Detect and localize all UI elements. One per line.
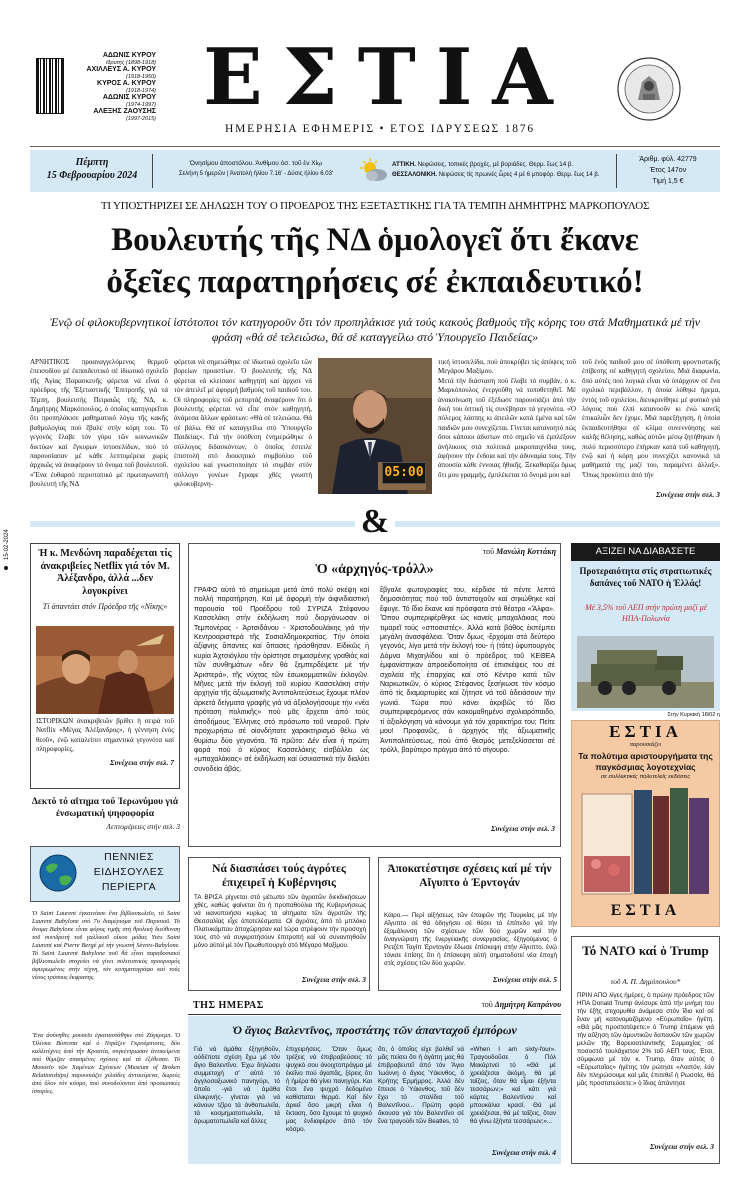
- lead-continued: Συνέχεια στήν σελ. 3: [655, 490, 720, 499]
- netflix-image: [36, 626, 174, 714]
- worth-header: ΑΞΙΖΕΙ ΝΑ ΔΙΑΒΑΣΕΤΕ: [571, 543, 720, 561]
- barcode: [36, 58, 64, 114]
- bottom-byline: τοῦ Δημήτρη Καπράνου: [481, 1000, 561, 1009]
- military-vehicle: [577, 636, 714, 708]
- promo-sub: παρουσιάζει: [629, 741, 662, 748]
- nato-title: Τό ΝΑΤΟ καί ὁ Trump: [582, 943, 709, 958]
- bottom-col-1: Γιά νά ἀμάθα ἐξηγηθοῦν, οὐδέποτε σχέση ἔχω μέ τόν ἅγιο Βαλεντῖνο. Ἐχω δηλώσει συμμετοχή σ' αὐτό τό ἀγγλοσαξωνικό πανηγύρι, τό ὁποῖο -γιά νά ἀμάθα εἰλικρινής- γίνεται γιά νά κάνουν τζίρο τά ἀνθοπωλεῖα, τά κοσμηματοπωλεῖα, τά ἀρωματοπωλεῖα καί ἄλλες: [194, 1046, 280, 1125]
- founder-2: ΑΧΙΛΛΕΥΣ Α. ΚΥΡΟΥ (1918-1950): [86, 66, 156, 80]
- erdogan-title: Ἀποκατέστησε σχέσεις καί μέ τήν Αἴγυπτο ὁ Ἐρντογάν: [387, 863, 552, 889]
- lux-body-2: Ἕνα ἀσύνηθες μουσεῖο ἐγκαταστάθηκε στό Ζάγκρεμπ. Ὁ Ὀλίνκα Βίστιτσα καί ὁ Ντράζεν Γκρούμπισιτς, δύο καλλιτέχνες ἀπό τήν Κροατία, συγκέντρωσαν ἀντικείμενα πού θύμιζαν σπασμένες σχέσεις καί τά ἐξέθεσαν. Τό Μουσεῖο τῶν Χαμένων Σχέσεων (Museum of Broken Relationships) παρουσιάζει χιλιάδες ἀντικείμενα, δωρεές ἀπό ὅλον τόν κόσμο, πού συνοδεύονται ἀπό προσωπικές ἱστορίες.: [32, 1032, 180, 1095]
- sidebar-dot: [4, 566, 8, 570]
- nato-continued: Συνέχεια στήν σελ. 3: [649, 1142, 714, 1151]
- netflix-title: Ἡ κ. Μενδώνη παραδέχεται τίς ἀνακριβείες Netflix γιά τόν Μ. Ἀλέξανδρο, ἀλλά ...δεν λογοκρίνει: [38, 548, 172, 597]
- lead-photo: [318, 358, 432, 494]
- farmers-body: ΤΑ ΒΡΙΣΑ ρίχνεται στό μέτωπο τῶν ἀγροτῶν διεκδικήσεων χθές, καθώς φαίνεται ὅτι ἡ προπαθούλια τῆς Κυβερνήσεως νά ικανοποιήσει κυρίως τά αἰτήματα τῶν ἀγροτῶν τῆς Θεσσαλίας εἶχε ἀποτελέσματα. Οἱ ἀγρότες ἀπό τό μπλόκο Πλατυκάμπου ἀποχώρησαν καί τώρα στρέφουν τήν προσοχή τους στό νά συγκροτήσουν ἐπιτροπή καί νά συναντηθοῦν μόνο αὐτοί μέ τόν Πρωθυπουργό στό Μέγαρο Μαξίμου.: [194, 894, 366, 949]
- iero-more: Λεπτομέρειες στήν σελ. 3: [106, 822, 180, 831]
- alexander-mosaic: [36, 626, 174, 714]
- nato-body: ΠΡΙΝ ΑΠΟ λίγες ἡμέρες, ὁ πρώην πρόεδρος τῶν ΗΠΑ Donald Trump ἀνέσυρε ἀπό τήν μνήμη του τήν ἐξῆς στιχομυθία ἀνάμεσα στόν ἴδιο καί σέ ἕναν μή κατονομαζόμενο «Εὐρωπαῖο» ἡγέτη. «Θά μᾶς προστατέψετε;» ὁ Trump ἐπέμενε γιά τήν αὔξηση τῶν ἀμυντικῶν δαπανῶν τῶν χωρῶν μελῶν τῆς Βορειοατλαντικῆς Συμμαχίας σέ ποσοστό τουλάχιστον 2% τοῦ ΑΕΠ τους. Ἐτσι, σύμφωνα μέ τόν κ. Trump, ὅταν αὐτός ὁ «Εὐρωπαῖος» ἡγέτης τόν ρώτησε «Λοιπόν, ἐάν δέν πληρώσουμε καί μᾶς ἐπιτεθεῖ ἡ Ρωσσία, θά μᾶς προστατεύσετε;» ὁ ἴδιος ἀπάντησε: [577, 992, 714, 1087]
- farmers-continued: Συνέχεια στήν σελ. 3: [301, 975, 366, 984]
- editorial-byline: τοῦ Μανώλη Κοττάκη: [482, 547, 556, 556]
- editorial-col-2: ἔβγαλε φωτογραφίες του, κέρδισε τά πέντε λεπτά δημοσιότητας πού τοῦ ἀντιστοιχοῦν καί σηκώθηκε καί ἔφυγε. Τό ἴδιο ἔκανε καί πρόσφατα στό θέατρο «Ἄλφα». Ὅπου συμπεριφέρθηκε ὡς κανείς μπαχαλάκιας πού τιμαρεῖ τούς «σποσιστές». Ἀλλά κατά βάθος ἐκπέμπει μεγάλη ἀνασφάλεια. Ὅταν δμως -ἔρχομαι στό δεύτερο γεγονός, λίγο μετά τήν ἐκλογή του- ἡ (τότε) ὑφυπουργός Δόμνα Μιχαηλίδου καί ὁ πρόεδρος τοῦ ΚΕΘΕΑ ἐμφανίστηκαν ἀπροειδοποίητα σέ ἐπισκέψεις του σέ σχολεία τῆς ἐπαρχίας καί στό Κέντρο κατά τῶν Ναρκωτικῶν, ὁ κύριος Στέφανος ξεσήκωσε τόν κόσμο ἀπό τίς διαμαρτυρίες καί ζήτησε νά τοῦ ἀδειάσουν τήν γωνιά. Τώρα πού κάνει ἀκριβῶς τό ἴδιο συμπεριφερόμενος σάν κακομαθημένο σχολιαρόπαιδο, τί ἀξιολόγηση νά κάνουμε γιά τόν χαρακτήρα του; Πείτε μου! Προφανῶς, ὁ ἀρχηγός τῆς ἀξιωματικῆς Ἀντιπολιτεύσεως, πού ἀπό θεσμός μετεξελίσσεται σέ τρόλλ, βαρύτερο πράγμα ἀπό τό σίγουρο.: [380, 587, 555, 754]
- lux-title: ΠΕΝΝΙΕΣ ΕΙΔΗΣΟΥΛΕΣ ΠΕΡΙΕΡΓΑ: [93, 851, 165, 893]
- founder-1: ΑΔΩΝΙΣ ΚΥΡΟΥ Ιδρυτής (1898-1918): [102, 52, 156, 66]
- lead-col-4: τοῦ ἐνός παιδιοῦ μου σέ ὑπόθεση φροντιστικῆς ἐπίβεσης σέ καθηγητή σχολείου. Μιά διαφωνία, ὅπό αὐτές πού λογικά εἶναι νά ὑπάρχουν σέ ἕνα σχολικό περιβάλλον, ἡ ὁποία λύθηκε ἠρεμα, ἐντός τοῦ σχολείου, διευκρινίθηκε μέ φυσικό γιά λόγους πού ἐλπί κατανοοῦν κι ἐνώ κανεῖς ἐπικαλιὦν δεν ἐχομε. Μιά παρεξήγηση, ἡ ὁποία ἐκπαιδευτήθηκε σέ κλίμα συνεννόησης καί καλῆς θέλησης, καθώς αὐτῶν μέσῳ ζητήθηκαν ἡ πολύ περισσότερο ἐπήρκαν κατά τοῦ καθηγητή, ἐνῷ καί ἡ κόρη μου συνεχίζει κανονικά τά μαθήματά της μαζί του, παραμένει ἀλλαξ». Ὅπως προκύπτει ἀπό τήν: [582, 358, 720, 479]
- editorial-title: Ὁ «ἀρχηγός-τρόλλ»: [315, 562, 434, 577]
- bottom-rule: [188, 1014, 561, 1015]
- bottom-col-3: ὅτι, ὁ ὁποῖος εἶχε βαλθεῖ νά μᾶς πείσει ὅτι ἡ ἀγάπη μας θά ἐπιβραβευτεῖ ἀπό τόν Ἅγιο Ἰωάννη ὁ ἄγιος Ὑάκινθος, ὁ Κρήτης Ἐρμήμρος. Ἀλλά δέν ἔπεισε ὁ Ὑάκινθος, τοῦ δέν ἔχει τό στολίδια τοῦ Βαλεντῖνου... Πρώτη φορά ἄκουσα γιά τόν Βαλεντῖνο σέ ἕνα τραγούδι τῶν Beatles, τό: [378, 1046, 464, 1125]
- netflix-body: ΙΣΤΟΡΙΚΩΝ ἀνακριβειῶν βρίθει ἡ σειρά τοῦ Netflix «Μέγας Ἀλέξανδρος», ἡ γέννηση ἑνός θεοῦ», ἐνῷ καταλείπει σημαντικά γεγονότα καί πληροφορίες,: [36, 717, 174, 754]
- iero-title: Δεκτό τό αἴτημα τοῦ Ἱερωνύμου γιά ἐνσωματική ψηφοφορία: [31, 797, 179, 819]
- bottom-continued: Συνέχεια στήν σελ. 4: [491, 1148, 556, 1157]
- founders-list: [68, 52, 156, 122]
- promo-brand-bottom: ΕΣΤΙΑ: [610, 902, 681, 919]
- globe-icon: [38, 853, 78, 893]
- books-image: [580, 786, 712, 898]
- ampersand: &: [360, 503, 390, 540]
- lead-kicker: ΤΙ ΥΠΟΣΤΗΡΙΖΕΙ ΣΕ ΔΗΛΩΣΗ ΤΟΥ Ο ΠΡΟΕΔΡΟΣ ΤΗΣ ΕΞΕΤΑΣΤΙΚΗΣ ΓΙΑ ΤΑ ΤΕΜΠΗ ΔΗΜΗΤΡΗΣ ΜΑΡΚΟΠΟΥΛΟΣ: [100, 200, 650, 212]
- editorial-continued: Συνέχεια στήν σελ. 3: [490, 824, 555, 833]
- lead-headline-2: ὀξεῖες παρατηρήσεις σέ ἐκπαιδευτικό!: [106, 264, 644, 300]
- seal-icon: [616, 56, 682, 122]
- weather: ΑΤΤΙΚΗ. Νεφώσεις, τοπικές βροχές, μέ βοριάδες. Θερμ. ἕως 14 β. ΘΕΣΣΑΛΟΝΙΚΗ. Νεφώσεις τίς πρωινές ὧρες 4 μέ 6 μποφόρ. Θερμ. ἕως 14 β.: [392, 161, 600, 178]
- almanac: Όνησίμου άποστόλου. Άνθίμου όσ. τοῦ ἐν Χίῳ Σελήνη 5 ήμερῶν | Άνατολή ήλίου 7.16' - Δύσις ήλίου 6.03': [178, 160, 334, 177]
- lead-col-2: φέρεται νά σημειώθηκε σέ ἰδιωτικό σχολεῖο τῶν βορείων προαστίων. Ὁ βουλευτής τῆς ΝΔ φέρεται νά κλείσασε καθηγητή καί ἀρχισε νά τόν ἀπειλεῖ μέ ἀφορμή βαθμούς τοῦ παιδιοῦ του. Οἱ πληροφορίες τοῦ ρεπορτάζ ἀναφέρουν ὅτι ὁ βουλευτής φέρεται νά εἶπε στόν καθηγητή, ἀνάμεσα ἄλλων φράσεων: «Θά σέ τελειώσω. Θά σέ βάλω. Θά σέ καταγγείλω στό Ὑπουργεῖο Παιδείας». Γιά τήν ὑπόθεση ἐνημερώθηκε ὁ σύλλογος διδασκόντων, ὁ ὁποῖος ἐστειλε ἐπιστολή στό διοικητικό συμβούλιο τοῦ σχολείου καί γνωστοποίησε τό συμβάν στόν σύλλογο γονέων ἔγραφε χθές γνωστή φιλοκυβερνη-: [174, 358, 312, 489]
- lead-headline-1: Βουλευτής τῆς ΝΔ ὁμολογεῖ ὅτι ἔκανε: [111, 222, 639, 258]
- worth-sub: Μέ 3,5% τοῦ ΑΕΠ στήν πρώτη μαζί μέ ΗΠΑ-Πολωνία: [585, 603, 707, 623]
- worth-image: [577, 636, 714, 708]
- erdogan-continued: Συνέχεια στήν σελ. 5: [492, 975, 557, 984]
- farmers-title: Νά διασπάσει τούς ἀγρότες ἐπιχειρεῖ ἡ Κυβέρνησις: [212, 863, 346, 889]
- worth-title: Προτεραιότητα στίς στρατιωτικές δαπάνες τοῦ ΝΑΤΟ ἡ Ἑλλάς!: [579, 566, 712, 588]
- timer-display: 05:00: [382, 462, 426, 484]
- nato-byline: τοῦ Α. Π. Δημόπουλου*: [610, 977, 681, 986]
- sidebar-date: 15-02-2024: [4, 529, 10, 560]
- separator-left: [30, 521, 355, 527]
- editorial-col-1: ΓΡΑΦΩ αὐτό τό σημείωμα μετά ἀπό πολύ σκέψη καί πολλή παρατήρηση. Καί μέ ἀφορμή τήν ἀιφνιδιαστική παρουσία τοῦ Προέδρου τοῦ ΣΥΡΙΖΑ Στέφανου Κασσελάκη στήν ἐκδήλωση πού διοργάνωσαν οἱ Τεμπονέρας - Ἀρτσιδάνου - Χριστοδουλάκης γιά τήν Κεντροαριστερά τῆς Σοσιαλδημοκρατίας. Τήν ὁποία ἀξίφνης ἄπαντες καί ἄπασες ἠράσθησαν. Εἰδικῶς ἡ κυρία Ἀχτσιόγλου τήν ὀρίστησε σημασμένης γραθιάς καί τῶν συνθημάτων «δεν θά ξεμπερδέψετε μέ τήν Ἀριστερά», τῆς νύχτας τῶν ἐσωκομματικῶν ἐκλογῶν. Μῆνες μετά τήν ἐκλογή τοῦ κυρίου Κασσελάκη στήν ἀρχηγία τῆς ἀξιωματικῆς Ἀντιπολιτεύσεως ἔχουμε πλέον ἀρκετά δείγματα γραφῆς γιά νά ἀξιολογήσουμε τήν «νέα πρόταση πολιτικῆς» πού μᾶς ἔρχεται ἀπό τούς ἀποδήμους Ἕλληνες στό πρόσωπο τοῦ νεαροῦ. Πρίν προχωρήσω σέ οἱονδήποτε χαρακτηρισμό θέλω νά θυμίσω δύο γεγονότα. Τό πρῶτο: Δέν εἶναι ἡ πρώτη φορά πού ὁ κύριος Κασσελάκης εἰσβάλλει ὡς «μπαχαλάκιας» σέ ἐκδήλωση καί ὑσυιαστικά τήν διαλύει συνοδεία ἀβάς.: [194, 587, 369, 773]
- masthead-title: ΕΣΤΙΑ: [203, 32, 573, 123]
- netflix-continued: Συνέχεια στήν σελ. 7: [109, 758, 174, 767]
- masthead-subtitle: ΗΜΕΡΗΣΙΑ ΕΦΗΜΕΡΙΣ • ΕΤΟΣ ΙΔΡΥΣΕΩΣ 1876: [225, 123, 535, 135]
- lead-deck: Ἐνῷ οἱ φιλοκυβερνητικοί ἱστότοποι τόν κατηγοροῦν ὅτι τόν προπηλάκισε γιά τούς κακούς βαθμούς τῆς κόρης του στά Μαθηματικά μέ τήν φράση «θά σέ τελειώσω, θά σέ καταγγείλω στό Ὑπουργεῖο Παιδείας»: [49, 315, 701, 344]
- netflix-sub: Τί ἀπαντάει στόν Πρόεδρο τῆς «Νίκης»: [42, 602, 168, 611]
- bottom-col-4: «When I am sixty-four». Τραγουδοῦσε ὁ Πόλ Μακάρτνεϊ τό «Θά μέ χρειάζεσαι ἀκόμη, θά μέ ταΐζεις, ὅταν θά εἶμαι ἑξήντα τεσσάρων;» καί κάτι γιά κάρτες Βαλεντίνου καί μπουκάλια κρασί. Θά μέ χρειάζεσαι, θά μέ ταΐζεις, ὅταν θά γίνω ἑξήντα τεσσάρων;»...: [470, 1046, 556, 1125]
- lead-col-3: τική ἱστοσελίδα, πού ἀποκρύβει τίς ἀπόψεις τοῦ Μεγάρου Μαξίμου. Μετά τήν διάσταση πού ἔλαβε τό συμβάν, ὁ κ. Μαρκόπουλος ἐνεργοῦθη νά τοποθετηθεῖ. Μέ ἀνακοίνωση τοῦ ἐξέδωσε παρουσιάζει ἀπό τήν δική του ὀπτική τίς συνέβησαν τά γεγονότα. «Ὁ πόλεμος λάσπης κι ἀπειλῶν κατά ἐμένα καί τῶν παιδιῶν μου συνεχίζεται. Γίνεται κατανοητό πώς ὅσοι κάποιοι ἀδιστων στό σημεῖο νά ἐμπλέξουν ἀνήλικους στά πολιτικά μικροπαιχνίδια τους, ἀφήνουν τήν ἐνδοια καί τήν ἀδυναμία τους. Τήν ἀπουσία κάθε ἐννοιας ἠθικῆς. Ξεκαθαρίζω ὅμως ὅτι μου γραμμής, ἐμπλέκεται τό ὄνομά μου καί: [438, 358, 576, 479]
- bottom-title: Ὁ ἅγιος Βαλεντῖνος, προστάτης τῶν ἀπανταχοῦ ἐμπόρων: [232, 1023, 517, 1037]
- info-divider-2: [616, 154, 617, 188]
- founder-4: ΑΔΩΝΙΣ ΚΥΡΟΥ (1974-1997): [102, 94, 156, 108]
- lead-col-1: ΑΡΝΗΤΙΚΟΣ προαναγγελόμενος θερμοῦ ἐπεισοδίου μέ ἐκπαιδευτικό σέ ἰδιωτικό σχολεῖο τῆς Ἁγίας Παρασκευῆς φέρεται νά εἶναι ὁ πρόεδρος τῆς Ἐξεταστικῆς Ἐπιτροπῆς γιά τά Τέμπη, βουλευτής Πειραιῶς τῆς ΝΔ, κ. Δημήτρης Μαρκόπουλος, ὁ ὁποῖος κατηγορεῖται ὅτι προπηλάκισε μαθηματικό λόγῳ τῆς κακῆς βαθμολογίας πού ἔβαλε στήν κόρη του. Τό γεγονός ἔλαβε τόν γύρο τῶν κοινωνικῶν δικτύων καί ἔγκυρων ἱστοσελίδων, πού τό παρουσίασαν μέ κάθε λεπτομέρεια χωρίς ἀρχικῶς νά ἀναφέρουν τό ὄνομα τοῦ βουλευτοῦ. «Ἕνα ἐυθαρσό περιστατικό μέ πρωταγωνιστή βουλευτή τῆς ΝΔ: [30, 358, 168, 489]
- founder-3: ΚΥΡΟΣ Α. ΚΥΡΟΥ (1918-1974): [97, 80, 156, 94]
- worth-caption: Στήν Κυριακή 18/02 η: [667, 712, 720, 718]
- promo-brand: ΕΣΤΙΑ: [609, 722, 682, 741]
- bottom-section: ΤΗΣ ΗΜΕΡΑΣ: [193, 1000, 264, 1011]
- lux-body-1: Ὁ Saint Laurent ἐγκαινίασε ἕνα βιβλιοπωλεῖο, τό Saint Laurent Babylone στό 7ο διαμέρισμα τοῦ Παρισιοῦ. Τό ὄνομα Babylone εἶναι φόρος τιμῆς στή θρυλική διεύθυνση τοῦ συνιδρυτή τοῦ γαλλικοῦ οἴκου μόδας Yves Saint Laurent καί Pierre Bergé μέ τήν γνωστή Sèvres-Babylone. Τό Saint Laurent Babylone ποῦ θά εἶναι παραδοσιακό βιβλιοπωλεῖο στοχεύει νά γίνει πολιτιστικός προορισμός ἀφιερωμένος στήν τέχνη, τόν κινηματογράφο καί τούς νέους τρόπους ἔκφρασης.: [32, 910, 180, 981]
- separator-right: [395, 521, 720, 527]
- bottom-col-2: ἐπιχειρήσεις. Ὅταν ὅμως τρέξεις νά ἐπιβραβεύσεις τό ψυχικό σου ἀνοιχτοπράγμα μέ ἐκεῖνο πού ἀγαπᾶς, ξέρεις ὅτι ἡ ἡμέρα θά γίνει πανηγύρι. Και ἔτσι ἕνα ψυχρό δεδομένο καθίσταται θερμό. Καί δέν ἀρκεῖ ὅσο μικρή εἶναι ἡ ἔκταση, ὅσο ἔχουμε τό ψυχικό μας ἐνδιαφέρον ἀπό τόν κόσμο.: [286, 1046, 372, 1133]
- promo-tag: σε συλλεκτικές πολυτελείς εκδόσεις: [600, 774, 691, 780]
- erdogan-body: Κάιρο.— Περί αἰξήσεως τῶν ἐπαφῶν τῆς Τουρκίας μέ τήν Αἴγυπτο σέ θά ὁδηγήσει σέ θέσει τά ἐπίπεδο γιά τήν ἐξομάλυνση τῶν σχέσεων τῶν δύο χωρῶν καί τήν ἀναγνώριση τῆς ἐνεργειακῆς συνεργασίας, ἐξηγούμενος ὁ Ρετζέπ Ταγίπ Ἐρντογάν ἔδωσε ἐπίσκεψη στήν Αἴγυπτο, ἐνῷ τόνισε ἐπίσης ὅτι ἡ ἐπίσκεψη αὐτή σηματοδοτεί νέα ἐποχή στίς σχέσεις τῶν δύο χωρῶν.: [384, 912, 557, 967]
- date-box: Πέμπτη 15 Φεβρουαρίου 2024: [46, 157, 138, 181]
- issue-box: Άριθμ. φύλ. 42779 Έτος 147ον Τιμή 1,5 €: [639, 156, 697, 185]
- promo-title: Τα πολύτιμα αριστουργήματα της παγκόσμιας λογοτεχνίας: [578, 751, 713, 772]
- partly-cloudy-icon: [360, 158, 388, 184]
- founder-5: ΑΛΕΞΗΣ ΖΑΟΥΣΗΣ (1997-2015): [93, 108, 156, 122]
- info-divider-1: [152, 154, 153, 188]
- masthead-rule: [30, 146, 720, 147]
